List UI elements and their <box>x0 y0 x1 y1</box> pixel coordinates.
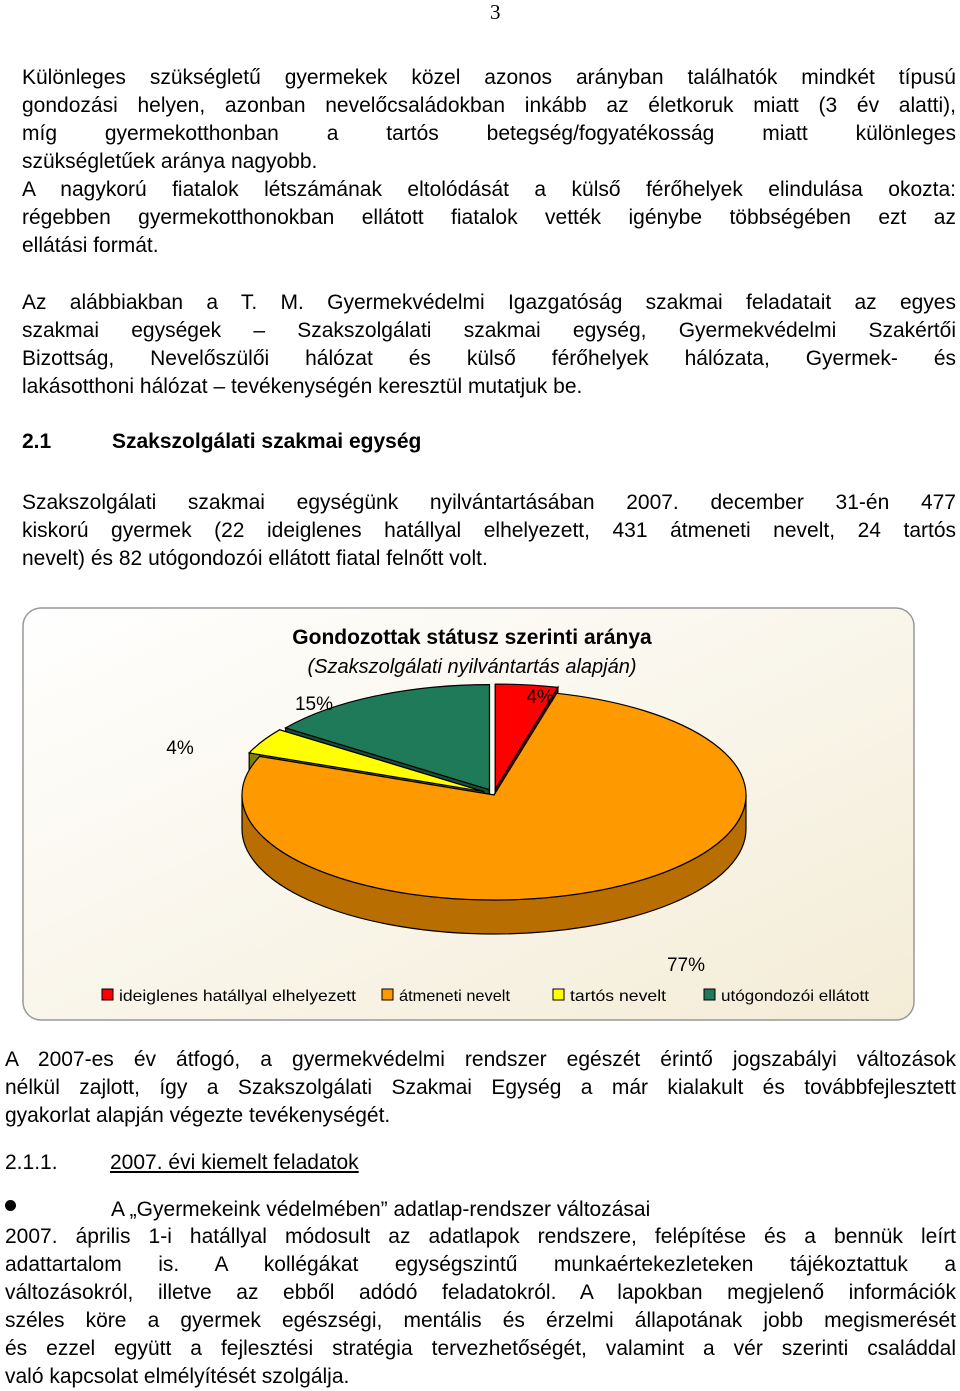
legend-item <box>553 988 667 1005</box>
text-line: és ezzel együtt a fejlesztési stratégia tervezhetőségét, valamint a vér szerinti családdal <box>5 1337 956 1360</box>
legend-label: utógondozói ellátott <box>721 988 870 1005</box>
text-line: A 2007-es év átfogó, a gyermekvédelmi rendszer egészét érintő jogszabályi változások <box>5 1048 956 1071</box>
text-line: Szakszolgálati szakmai egységünk nyilvántartásában 2007. december 31-én 477 <box>22 491 956 514</box>
legend-label: ideiglenes hatállyal elhelyezett <box>119 988 357 1005</box>
bullet-item: A „Gyermekeink védelmében” adatlap-rendszer változásai <box>111 1198 651 1221</box>
text-line: A nagykorú fiatalok létszámának eltolódását a külső férőhelyek elindulása okozta: <box>22 178 956 201</box>
paragraph-2 <box>22 289 956 401</box>
section-heading <box>22 428 422 456</box>
section-number: 2.1 <box>22 430 52 453</box>
paragraph-5 <box>5 1223 956 1391</box>
chart-svg <box>22 607 915 1021</box>
subsection-heading <box>5 1149 359 1177</box>
legend-item <box>102 988 357 1005</box>
data-label: 77% <box>666 955 706 976</box>
text-line: Az alábbiakban a T. M. Gyermekvédelmi Igazgatóság szakmai feladatait az egyes <box>22 291 956 314</box>
text-line: széles köre a gyermek egészségi, mentális és érzelmi állapotának jobb megismerését <box>5 1309 956 1332</box>
data-label: 4% <box>526 687 554 708</box>
text-line: szakmai egységek – Szakszolgálati szakmai egység, Gyermekvédelmi Szakértői <box>22 319 956 342</box>
legend-swatch <box>704 989 715 1000</box>
text-line: Bizottság, Nevelőszülői hálózat és külső férőhelyek hálózata, Gyermek- és <box>22 347 956 370</box>
text-line: régebben gyermekotthonokban ellátott fiatalok vették igénybe többségében ezt az <box>22 206 956 229</box>
legend-swatch <box>102 989 113 1000</box>
text-line: változásokról, illetve az ebből adódó feladatokról. A lapokban megjelenő információk <box>5 1281 956 1304</box>
chart-title: Gondozottak státusz szerinti aránya <box>292 626 652 649</box>
text-line: való kapcsolat elmélyítését szolgálja. <box>5 1365 350 1388</box>
subsection-title: 2007. évi kiemelt feladatok <box>110 1151 359 1174</box>
paragraph-4 <box>5 1046 956 1130</box>
text-line: nevelt) és 82 utógondozói ellátott fiatal felnőtt volt. <box>22 547 488 570</box>
legend-swatch <box>553 989 564 1000</box>
subsection-number: 2.1.1. <box>5 1151 58 1174</box>
text-line: adattartalom is. A kollégákat egységszintű munkaértekezleteken tájékoztattuk a <box>5 1253 956 1276</box>
text-line: lakásotthoni hálózat – tevékenységén keresztül mutatjuk be. <box>22 375 583 398</box>
chart-subtitle: (Szakszolgálati nyilvántartás alapján) <box>307 656 637 678</box>
text-line: gondozási helyen, azonban nevelőcsaládokban inkább az életkoruk miatt (3 év alatti), <box>22 94 956 117</box>
text-line: 2007. április 1-i hatállyal módosult az adatlapok rendszere, felépítése és a bennük leírt <box>5 1225 956 1248</box>
pie-chart <box>22 607 915 1021</box>
text-line: szükségletűek aránya nagyobb. <box>22 150 318 173</box>
legend-label: tartós nevelt <box>570 988 667 1005</box>
data-label: 4% <box>166 738 194 759</box>
legend-swatch <box>382 989 393 1000</box>
bullet-icon <box>5 1200 16 1211</box>
paragraph-1 <box>22 64 956 260</box>
text-line: míg gyermekotthonban a tartós betegség/fogyatékosság miatt különleges <box>22 122 956 145</box>
page-number: 3 <box>490 0 501 24</box>
text-line: ellátási formát. <box>22 234 159 257</box>
data-label: 15% <box>294 694 334 715</box>
paragraph-3 <box>22 489 956 573</box>
legend-label: átmeneti nevelt <box>399 988 511 1005</box>
section-title: Szakszolgálati szakmai egység <box>112 430 422 453</box>
text-line: nélkül zajlott, így a Szakszolgálati Szakmai Egység a már kialakult és továbbfejlesztett <box>5 1076 956 1099</box>
text-line: Különleges szükségletű gyermekek közel azonos arányban találhatók mindkét típusú <box>22 66 956 89</box>
legend-item <box>704 988 870 1005</box>
text-line: gyakorlat alapján végezte tevékenységét. <box>5 1104 391 1127</box>
text-line: kiskorú gyermek (22 ideiglenes hatállyal elhelyezett, 431 átmeneti nevelt, 24 tartós <box>22 519 956 542</box>
legend-item <box>382 988 511 1005</box>
